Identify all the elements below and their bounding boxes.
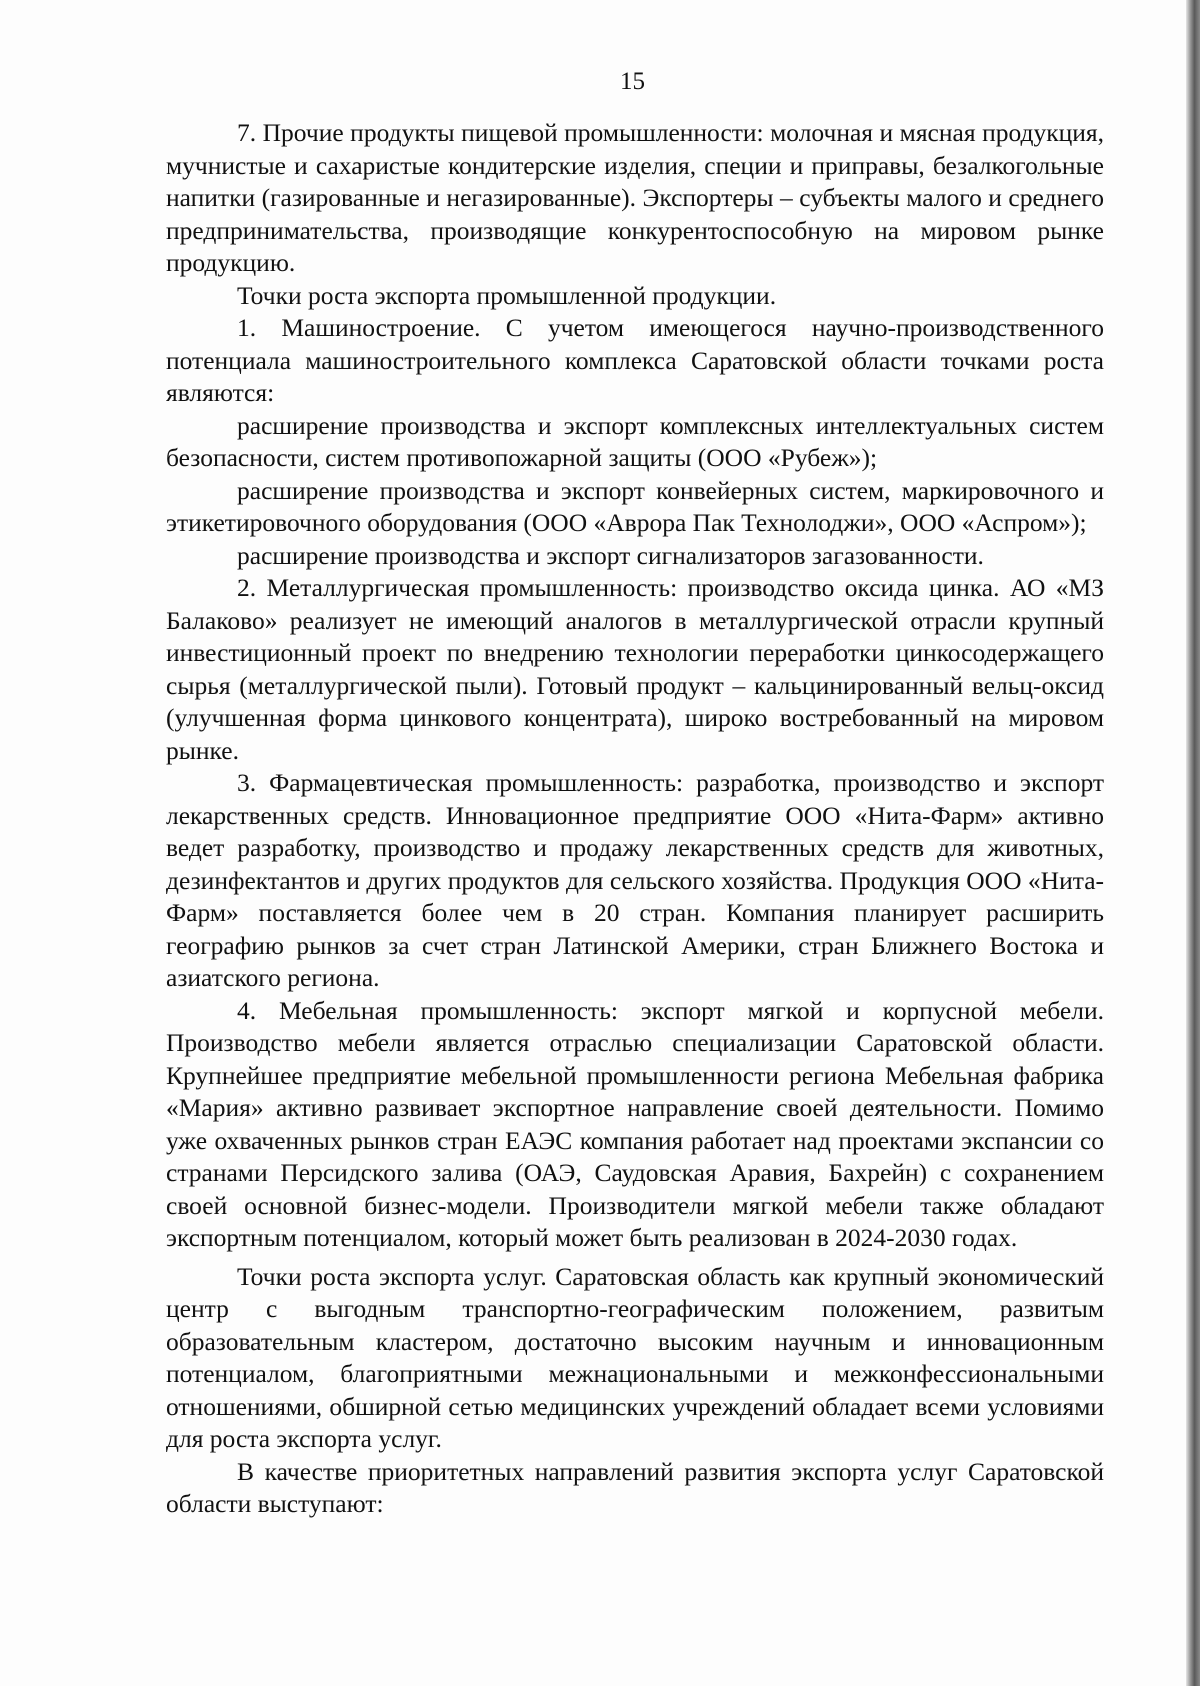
paragraph-gas-detectors: расширение производства и экспорт сигнализаторов загазованности. [237, 540, 984, 570]
paragraph-metallurgy: 2. Металлургическая промышленность: производство оксида цинка. АО «МЗ Балаково» реализует не имеющий аналогов в металлургической отрасли крупный инвестиционный проект по внедрению технологии переработки цинкосодержащего сырья (металлургической пыли). Готовый продукт – кальцинированный вельц-оксид (улучшенная форма цинкового концентрата), широко востребованный на мировом рынке. [166, 573, 1104, 765]
scan-edge-shadow [1186, 0, 1200, 1686]
document-body [166, 117, 1104, 1521]
paragraph-machine-building: 1. Машиностроение. С учетом имеющегося научно-производственного потенциала машиностроительного комплекса Саратовской области точками роста являются: [166, 313, 1104, 407]
paragraph-food-industry: 7. Прочие продукты пищевой промышленности: молочная и мясная продукция, мучнистые и сахаристые кондитерские изделия, специи и приправы, безалкогольные напитки (газированные и негазированные). Экспортеры – субъекты малого и среднего предпринимательства, производящие конкурентоспособную на мировом рынке продукцию. [166, 118, 1104, 277]
paragraph-security-systems: расширение производства и экспорт комплексных интеллектуальных систем безопасности, систем противопожарной защиты (ООО «Рубеж»); [166, 410, 1104, 472]
paragraph-furniture: 4. Мебельная промышленность: экспорт мягкой и корпусной мебели. Производство мебели является отраслью специализации Саратовской области. Крупнейшее предприятие мебельной промышленности региона Мебельная фабрика «Мария» активно развивает экспортное направление своей деятельности. Помимо уже охваченных рынков стран ЕАЭС компания работает над проектами экспансии со странами Персидского залива (ОАЭ, Саудовская Аравия, Бахрейн) с сохранением своей основной бизнес-модели. Производители мягкой мебели также обладают экспортным потенциалом, который может быть реализован в 2024-2030 годах. [166, 995, 1104, 1252]
paragraph-pharmaceutical: 3. Фармацевтическая промышленность: разработка, производство и экспорт лекарственных средств. Инновационное предприятие ООО «Нита-Фарм» активно ведет разработку, производство и продажу лекарственных средств для животных, дезинфектантов и других продуктов для сельского хозяйства. Продукция ООО «Нита-Фарм» поставляется более чем в 20 стран. Компания планирует расширить географию рынков за счет стран Латинской Америки, стран Ближнего Востока и азиатского региона. [166, 768, 1104, 992]
page-number: 15 [620, 68, 645, 95]
paragraph-priority-directions: В качестве приоритетных направлений развития экспорта услуг Саратовской области выступают: [166, 1456, 1104, 1518]
paragraph-growth-points-industry: Точки роста экспорта промышленной продукции. [237, 280, 777, 310]
paragraph-services-growth: Точки роста экспорта услуг. Саратовская область как крупный экономический центр с выгодным транспортно-географическим положением, развитым образовательным кластером, достаточно высоким научным и инновационным потенциалом, благоприятными межнациональными и межконфессиональными отношениями, обширной сетью медицинских учреждений обладает всеми условиями для роста экспорта услуг. [166, 1261, 1104, 1453]
paragraph-conveyor-systems: расширение производства и экспорт конвейерных систем, маркировочного и этикетировочного оборудования (ООО «Аврора Пак Технолоджи», ООО «Аспром»); [166, 475, 1104, 537]
